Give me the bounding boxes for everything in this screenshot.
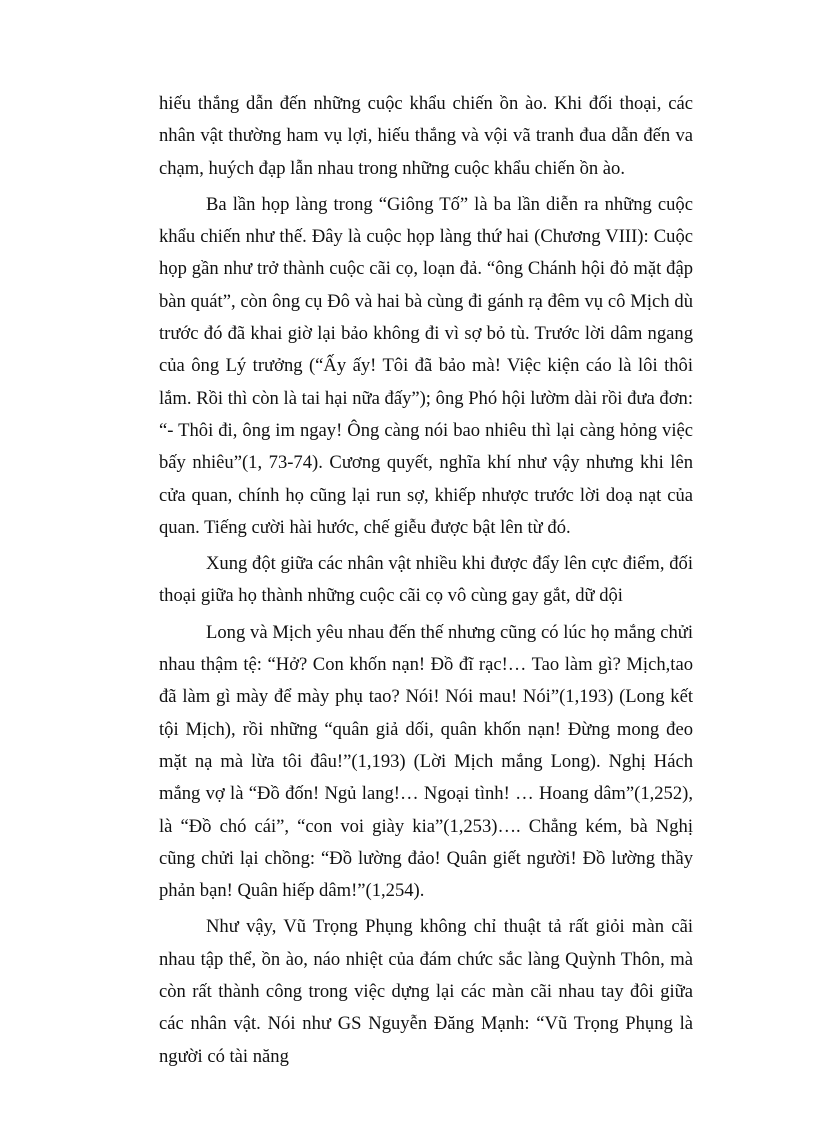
paragraph-1: hiếu thắng dẫn đến những cuộc khẩu chiến ồn ào. Khi đối thoại, các nhân vật thường ham vụ lợi, hiếu thắng và vội vã tranh đua dẫn đến va chạm, huých đạp lẫn nhau trong những cuộc khẩu chiến ồn ào. bbox=[159, 93, 693, 179]
paragraph-5: Như vậy, Vũ Trọng Phụng không chỉ thuật tả rất giỏi màn cãi nhau tập thể, ồn ào, náo nhiệt của đám chức sắc làng Quỳnh Thôn, mà còn rất thành công trong việc dựng lại các màn cãi nhau tay đôi giữa các nhân vật. Nói như GS Nguyễn Đăng Mạnh: “Vũ Trọng Phụng là người có tài năng bbox=[159, 916, 693, 1067]
body-text bbox=[159, 88, 693, 1073]
paragraph-4: Long và Mịch yêu nhau đến thế nhưng cũng có lúc họ mắng chửi nhau thậm tệ: “Hở? Con khốn nạn! Đồ đĩ rạc!… Tao làm gì? Mịch,tao đã làm gì mày để mày phụ tao? Nói! Nói mau! Nói”(1,193) (Long kết tội Mịch), rồi những “quân giả dối, quân khốn nạn! Đừng mong đeo mặt nạ mà lừa tôi đâu!”(1,193) (Lời Mịch mắng Long). Nghị Hách mắng vợ là “Đồ đốn! Ngủ lang!… Ngoại tình! … Hoang dâm”(1,252), là “Đồ chó cái”, “con voi giày kia”(1,253)…. Chẳng kém, bà Nghị cũng chửi lại chồng: “Đồ lường đảo! Quân giết người! Đồ lường thầy phản bạn! Quân hiếp dâm!”(1,254). bbox=[159, 621, 693, 902]
paragraph-2: Ba lần họp làng trong “Giông Tố” là ba lần diễn ra những cuộc khẩu chiến như thế. Đây là cuộc họp làng thứ hai (Chương VIII): Cuộc họp gần như trở thành cuộc cãi cọ, loạn đả. “ông Chánh hội đỏ mặt đập bàn quát”, còn ông cụ Đô và hai bà cùng đi gánh rạ đêm vụ cô Mịch dù trước đó đã khai giờ lại bảo không đi vì sợ bỏ tù. Trước lời dâm ngang của ông Lý trưởng (“Ấy ấy! Tôi đã bảo mà! Việc kiện cáo là lôi thôi lắm. Rồi thì còn là tai hại nữa đấy”); ông Phó hội lườm dài rồi đưa đơn: “- Thôi đi, ông im ngay! Ông càng nói bao nhiêu thì lại càng hỏng việc bấy nhiêu”(1, 73-74). Cương quyết, nghĩa khí như vậy nhưng khi lên cửa quan, chính họ cũng lại run sợ, khiếp nhược trước lời doạ nạt của quan. Tiếng cười hài hước, chế giễu được bật lên từ đó. bbox=[159, 193, 693, 538]
paragraph-3: Xung đột giữa các nhân vật nhiều khi được đẩy lên cực điểm, đối thoại giữa họ thành những cuộc cãi cọ vô cùng gay gắt, dữ dội bbox=[159, 553, 693, 607]
